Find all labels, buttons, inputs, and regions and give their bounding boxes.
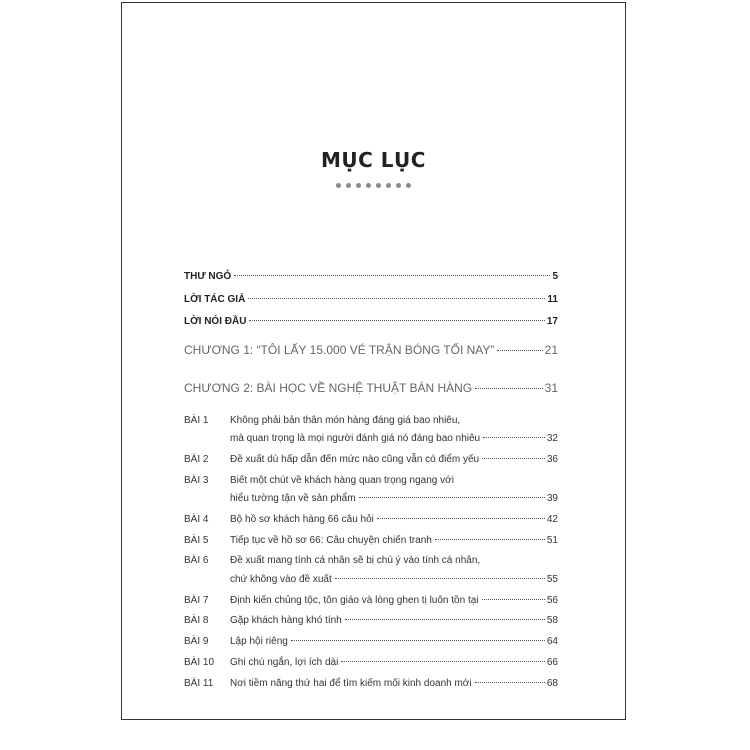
toc-entry-page: 42 (546, 514, 558, 525)
dot-leader (475, 681, 545, 683)
toc-entry-lesson[interactable] (230, 433, 558, 444)
toc-entry-page: 21 (544, 343, 558, 357)
book-page (121, 2, 626, 720)
lesson-title-line2: Ghi chú ngắn, lợi ích dài (230, 657, 339, 668)
toc-entry-lesson[interactable] (230, 657, 558, 668)
page-title: MỤC LỤC (321, 148, 426, 172)
dot-leader (345, 618, 545, 620)
lesson-title-line2: mà quan trọng là mọi người đánh giá nó đáng bao nhiêu (230, 433, 481, 444)
toc-entry-page: 31 (544, 381, 558, 395)
toc-entry-lesson[interactable] (230, 493, 558, 504)
dot-leader (335, 577, 545, 579)
dot-leader (249, 319, 544, 321)
toc-entry-lesson[interactable] (230, 535, 558, 546)
dot-leader (377, 517, 545, 519)
lesson-number: BÀI 10 (184, 657, 215, 668)
title-ornament (122, 183, 625, 188)
lesson-number: BÀI 7 (184, 595, 209, 606)
toc-entry-page: 17 (546, 316, 558, 327)
lesson-number: BÀI 8 (184, 615, 209, 626)
dot-leader (234, 274, 550, 276)
toc-entry-page: 32 (546, 433, 558, 444)
toc-entry-label: THƯ NGỎ (184, 271, 232, 282)
toc-entry-front[interactable] (184, 294, 558, 305)
lesson-title-line2: Tiếp tục về hồ sơ 66: Câu chuyện chiến tranh (230, 535, 432, 546)
ornament-dot (356, 183, 361, 188)
lesson-number: BÀI 6 (184, 555, 209, 566)
toc-entry-page: 36 (546, 454, 558, 465)
toc-entry-page: 5 (552, 271, 558, 282)
lesson-number: BÀI 4 (184, 514, 209, 525)
toc-entry-page: 68 (546, 678, 558, 689)
lesson-title-line1: Biết một chút về khách hàng quan trọng ngang với (230, 475, 454, 486)
toc-entry-page: 11 (547, 294, 558, 305)
dot-leader (341, 660, 545, 662)
lesson-title-line2: Định kiến chủng tộc, tôn giáo và lòng ghen tị luôn tồn tại (230, 595, 479, 606)
toc-entry-lesson[interactable] (230, 454, 558, 465)
lesson-number: BÀI 2 (184, 454, 209, 465)
toc-entry-page: 56 (546, 595, 558, 606)
lesson-number: BÀI 3 (184, 475, 209, 486)
toc-entry-lesson[interactable] (230, 636, 558, 647)
ornament-dot (396, 183, 401, 188)
lesson-number: BÀI 9 (184, 636, 209, 647)
toc-entry-page: 64 (546, 636, 558, 647)
toc-entry-label: LỜI NÓI ĐẦU (184, 316, 247, 327)
dot-leader (497, 349, 542, 351)
lesson-title-line2: hiểu tường tận về sản phẩm (230, 493, 356, 504)
ornament-dot (386, 183, 391, 188)
dot-leader (483, 436, 545, 438)
toc-entry-lesson[interactable] (230, 678, 558, 689)
dot-leader (482, 457, 545, 459)
toc-entry-chapter[interactable] (184, 381, 558, 395)
toc-entry-lesson[interactable] (230, 514, 558, 525)
toc-entry-front[interactable] (184, 316, 558, 327)
lesson-title-line2: Nơi tiềm năng thứ hai để tìm kiếm mối kinh doanh mới (230, 678, 472, 689)
dot-leader (291, 639, 545, 641)
dot-leader (435, 538, 545, 540)
toc-entry-label: LỜI TÁC GIẢ (184, 294, 246, 305)
dot-leader (475, 387, 543, 389)
toc-entry-lesson[interactable] (230, 615, 558, 626)
lesson-number: BÀI 5 (184, 535, 209, 546)
lesson-number: BÀI 1 (184, 415, 209, 426)
toc-entry-page: 51 (546, 535, 558, 546)
toc-entry-label: CHƯƠNG 1: “TÔI LẤY 15.000 VÉ TRẬN BÓNG TỐI NAY” (184, 343, 495, 357)
ornament-dot (336, 183, 341, 188)
lesson-title-line2: Lập hội riêng (230, 636, 288, 647)
lesson-title-line2: chứ không vào đề xuất (230, 574, 332, 585)
dot-leader (248, 297, 545, 299)
toc-entry-page: 66 (546, 657, 558, 668)
lesson-title-line1: Không phải bản thân món hàng đáng giá bao nhiêu, (230, 415, 461, 426)
toc-entry-page: 39 (546, 493, 558, 504)
ornament-dot (366, 183, 371, 188)
toc-entry-page: 55 (546, 574, 558, 585)
toc-entry-label: CHƯƠNG 2: BÀI HỌC VỀ NGHỆ THUẬT BÁN HÀNG (184, 381, 473, 395)
lesson-number: BÀI 11 (184, 678, 214, 689)
toc-entry-chapter[interactable] (184, 343, 558, 357)
dot-leader (482, 598, 545, 600)
toc-entry-page: 58 (546, 615, 558, 626)
toc-entry-lesson[interactable] (230, 574, 558, 585)
toc-entry-front[interactable] (184, 271, 558, 282)
toc-entry-lesson[interactable] (230, 595, 558, 606)
ornament-dot (406, 183, 411, 188)
ornament-dot (346, 183, 351, 188)
lesson-title-line2: Bộ hồ sơ khách hàng 66 câu hỏi (230, 514, 374, 525)
ornament-dot (376, 183, 381, 188)
dot-leader (359, 496, 545, 498)
lesson-title-line1: Đề xuất mang tính cá nhân sẽ bị chú ý vào tính cá nhân, (230, 555, 481, 566)
lesson-title-line2: Gặp khách hàng khó tính (230, 615, 342, 626)
lesson-title-line2: Đề xuất dù hấp dẫn đến mức nào cũng vẫn có điểm yếu (230, 454, 480, 465)
